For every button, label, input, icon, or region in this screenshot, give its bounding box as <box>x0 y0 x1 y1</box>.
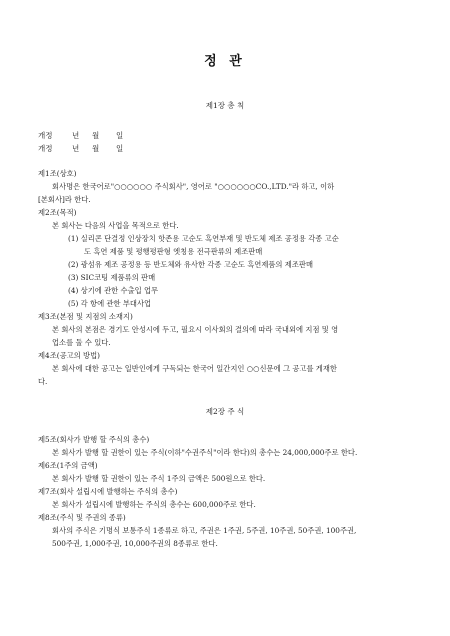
article-8-text: 회사의 주식은 기명식 보통주식 1종류로 하고, 주권은 1주권, 5주권, 10주권, 50주권, 100주권, <box>52 526 357 535</box>
year-label: 년 <box>72 144 80 153</box>
day-label: 일 <box>116 144 124 153</box>
article-1-heading: 제1조(상호) <box>38 169 77 178</box>
day-label: 일 <box>116 131 124 140</box>
article-2-item-5: (5) 각 항에 관한 부대사업 <box>68 299 152 308</box>
article-8-heading: 제8조(주식 및 주권의 종류) <box>38 513 126 522</box>
article-2-item-4: (4) 상기에 관한 수출입 업무 <box>68 286 159 295</box>
article-2-item-3: (3) SIC코팅 제품류의 판매 <box>68 273 156 282</box>
month-label: 월 <box>92 144 100 153</box>
article-8-text-cont: 500주권, 1,000주권, 10,000주권의 8종류로 한다. <box>52 539 218 548</box>
article-4-text-cont: 다. <box>38 377 48 386</box>
article-1-text-cont: [본회사]라 한다. <box>38 195 91 204</box>
chapter-1-heading: 제1장 총 칙 <box>205 101 245 110</box>
article-1-text: 회사명은 한국어로"○○○○○○ 주식회사", 영어로 "○○○○○○CO.,LTD."라 하고, 이하 <box>52 182 335 191</box>
article-3-heading: 제3조(본점 및 지점의 소재지) <box>38 312 133 321</box>
article-5-heading: 제5조(회사가 발행 할 주식의 총수) <box>38 435 150 444</box>
chapter-2-heading: 제2장 주 식 <box>205 407 245 416</box>
article-2-item-2: (2) 광섬유 제조 공정용 등 반도체와 유사한 각종 고순도 흑연제품의 제조판매 <box>68 260 313 269</box>
article-6-text: 본 회사가 발행 할 권한이 있는 주식 1주의 금액은 500원으로 한다. <box>52 474 266 483</box>
article-7-heading: 제7조(회사 설립시에 발행하는 주식의 총수) <box>38 487 178 496</box>
document-title: 정 관 <box>204 54 246 69</box>
article-2-text: 본 회사는 다음의 사업을 목적으로 한다. <box>52 221 179 230</box>
article-3-text-cont: 업소를 둘 수 있다. <box>52 338 111 347</box>
amend-label: 개정 <box>38 131 53 140</box>
article-2-item-1-cont: 도 흑연 제품 및 평행평판형 엣칭용 전극판류의 제조판매 <box>84 247 263 256</box>
year-label: 년 <box>72 131 80 140</box>
amend-label: 개정 <box>38 144 53 153</box>
article-2-heading: 제2조(목적) <box>38 208 77 217</box>
article-7-text: 본 회사가 설립시에 발행하는 주식의 총수는 600,000주로 한다. <box>52 500 256 509</box>
article-6-heading: 제6조(1주의 금액) <box>38 461 98 470</box>
article-3-text: 본 회사의 본점은 경기도 안성시에 두고, 필요시 이사회의 결의에 따라 국내외에 지점 및 영 <box>52 325 339 334</box>
article-5-text: 본 회사가 발행 할 권한이 있는 주식(이하"수권주식"이라 한다)의 총수는 24,000,000주로 한다. <box>52 448 358 457</box>
article-2-item-1: (1) 실리콘 단결정 인상장치 핫존용 고순도 흑연부재 및 반도체 제조 공정용 각종 고순 <box>68 234 339 243</box>
article-4-text: 본 회사에 대한 공고는 일반인에게 구독되는 한국어 일간지인 ○○신문에 그 공고를 게재한 <box>52 364 337 373</box>
month-label: 월 <box>92 131 100 140</box>
article-4-heading: 제4조(공고의 방법) <box>38 351 100 360</box>
